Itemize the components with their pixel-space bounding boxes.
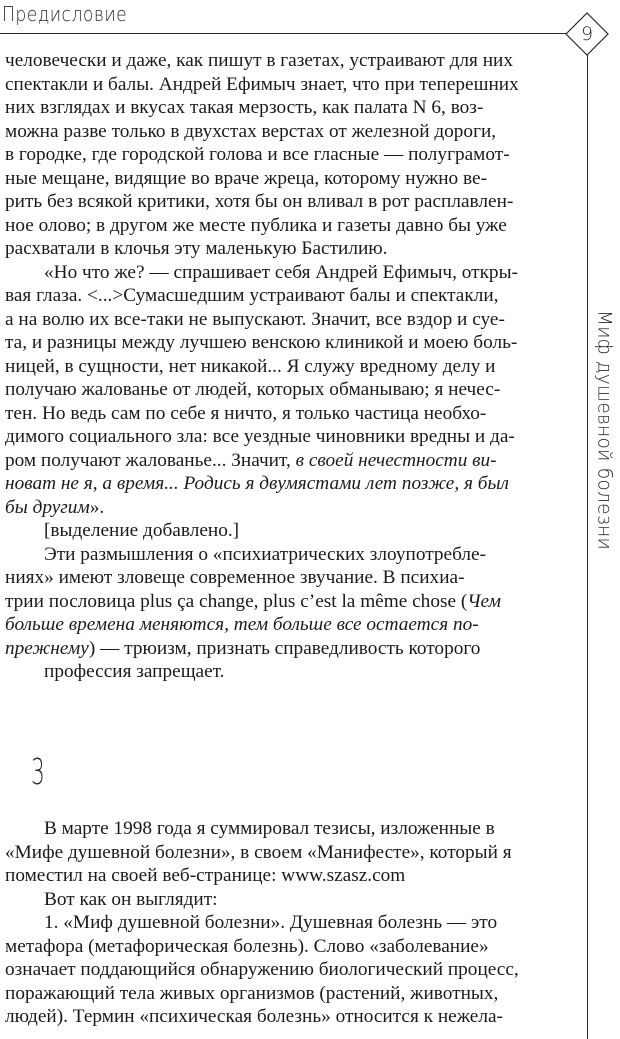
text-line: рить без всякой критики, хотя бы он вливал в рот расплавлен-: [5, 191, 514, 212]
text-line: профессия запрещает.: [44, 661, 225, 682]
text-line: вая глаза. <...>Сумасшедшим устраивают балы и спектакли,: [5, 285, 499, 306]
text-line: [5, 637, 573, 661]
text-line: а на волю их все-таки не выпускают. Значит, все вздор и суе-: [5, 308, 505, 330]
text-line: ниях» имеют зловеще современное звучание. В психиа-: [5, 567, 465, 588]
section-number: 3: [31, 752, 45, 793]
italic-emphasis: бы другим: [5, 496, 90, 518]
italic-emphasis: прежнему: [5, 637, 89, 659]
editorial-note: [выделение добавлено.]: [44, 520, 240, 541]
text-line: людей). Термин «психическая болезнь» относится к нежела-: [5, 1006, 503, 1027]
text-line: [5, 496, 573, 520]
body-text-block: [5, 49, 573, 684]
side-running-title: Миф душевной болезни: [593, 309, 615, 551]
italic-emphasis: в своей нечестности ви-: [295, 449, 497, 471]
text-line: человечески и даже, как пишут в газетах, устраивают для них: [5, 50, 513, 71]
page-number: 9: [580, 23, 594, 45]
text-segment: ».: [89, 496, 105, 518]
text-line: ницей, в сущности, нет никакой... Я служу вредному делу и: [5, 355, 496, 377]
text-line: Эти размышления о «психиатрических злоупотребле-: [44, 543, 486, 565]
text-line: расхватали в клочья эту маленькую Бастилию.: [5, 238, 388, 259]
text-line: означает поддающийся обнаружению биологический процесс,: [5, 959, 519, 980]
text-line: ное олово; в другом же месте публика и газеты давно бы уже: [5, 214, 507, 236]
italic-emphasis-line: больше времена меняются, тем больше все остается по-: [5, 614, 479, 635]
text-segment: ) — трюизм, признать справедливость которого: [88, 637, 481, 659]
text-line: поражающий тела живых организмов (растений, животных,: [5, 982, 499, 1004]
text-line: «Но что же? — спрашивает себя Андрей Ефимыч, откры-: [44, 261, 518, 283]
text-line: получаю жалованье от людей, которых обманываю; я нечес-: [5, 379, 501, 400]
text-line: В марте 1998 года я суммировал тезисы, изложенные в: [44, 818, 495, 839]
header-rule: [0, 33, 566, 34]
text-line: можна разве только в двухстах верстах от железной дороги,: [5, 120, 497, 142]
text-line: [5, 449, 573, 473]
text-segment: трии пословица plus ça change, plus c’est la même chose (: [5, 590, 468, 612]
italic-emphasis-line: новат не я, а время... Родись я двумястами лет позже, я был: [5, 473, 509, 494]
text-line: димого социального зла: все уездные чиновники вредны и да-: [5, 426, 515, 447]
text-line: них взглядах и вкусах такая мерзость, как палата N 6, воз-: [5, 97, 484, 118]
text-line: спектакли и балы. Андрей Ефимыч знает, что при теперешних: [5, 73, 519, 95]
body-text-block-2: [5, 817, 573, 1029]
running-header-title: Предисловие: [2, 2, 128, 26]
text-line: 1. «Миф душевной болезни». Душевная болезнь — это: [44, 912, 498, 933]
side-rule: [587, 55, 588, 1039]
text-line: метафора (метафорическая болезнь). Слово «заболевание»: [5, 935, 489, 957]
text-line: тен. Но ведь сам по себе я ничто, я только частица необхо-: [5, 402, 487, 424]
text-line: [5, 590, 573, 614]
text-line: Вот как он выглядит:: [44, 888, 218, 910]
text-line: ные мещане, видящие во враче жреца, которому нужно ве-: [5, 167, 487, 189]
text-line: та, и разницы между лучшею венскою клиникой и моею боль-: [5, 332, 518, 353]
text-line: «Мифе душевной болезни», в своем «Манифесте», который я: [5, 841, 512, 863]
text-line: поместил на своей веб-странице: www.szasz.com: [5, 865, 406, 886]
italic-emphasis: Чем: [467, 590, 501, 612]
text-segment: ром получают жалованье... Значит,: [5, 449, 291, 471]
text-line: в городке, где городской голова и все гласные — полуграмот-: [5, 144, 510, 165]
